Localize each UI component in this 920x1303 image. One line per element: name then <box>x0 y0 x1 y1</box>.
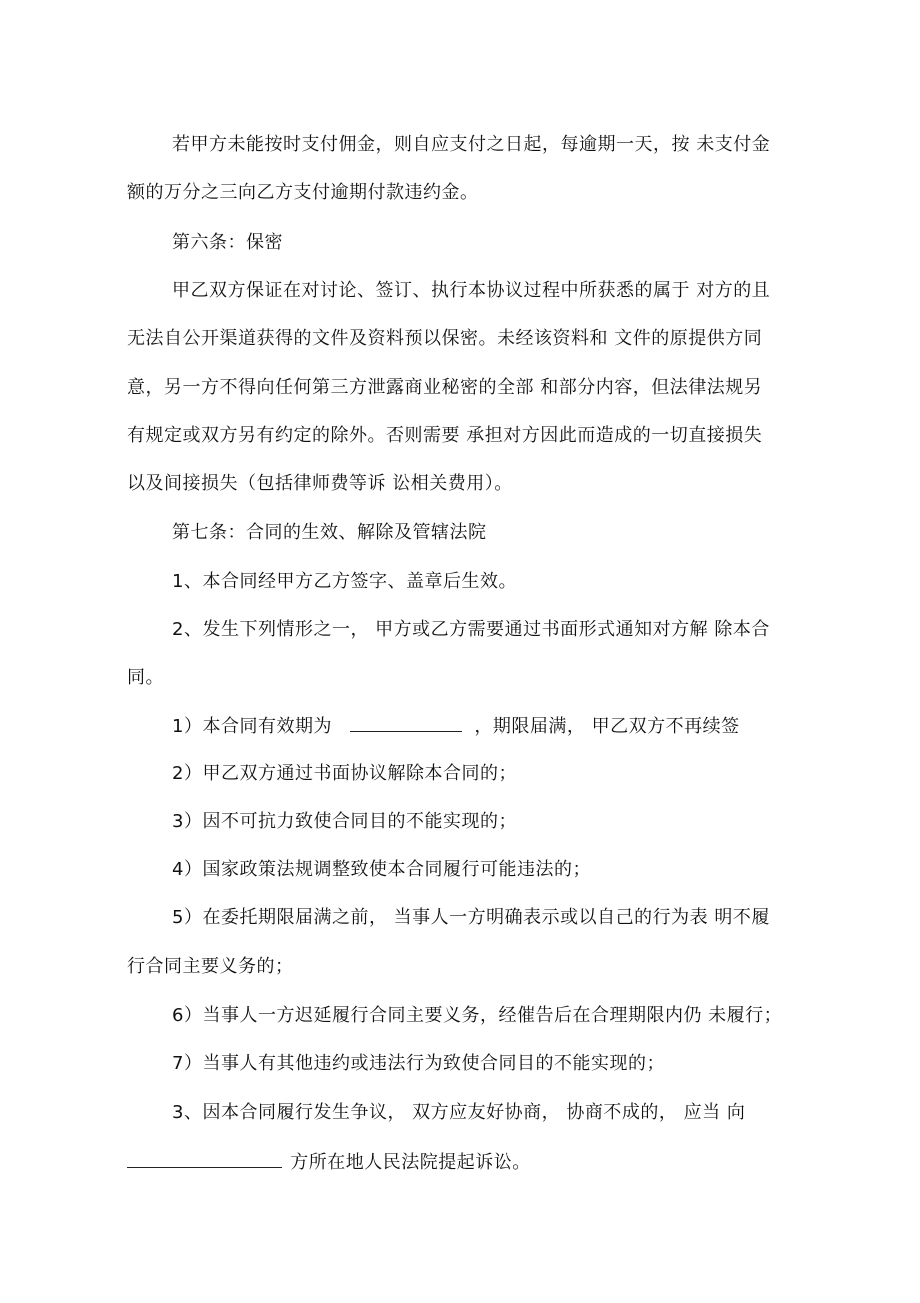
clause-2-line-2: 同。 <box>127 667 164 688</box>
sub-clause-1 <box>172 714 740 739</box>
clause-3-line-2-text: 方所在地人民法院提起诉讼。 <box>290 1152 531 1173</box>
sub-clause-3: 3）因不可抗力致使合同目的不能实现的； <box>172 811 517 832</box>
paragraph-confidentiality-line-3: 意，另一方不得向任何第三方泄露商业秘密的全部 和部分内容，但法律法规另 <box>127 377 763 398</box>
paragraph-confidentiality-line-4: 有规定或双方另有约定的除外。否则需要 承担对方因此而造成的一切直接损失 <box>127 425 763 446</box>
sub-clause-2: 2）甲乙双方通过书面协议解除本合同的； <box>172 763 517 784</box>
article-7-heading: 第七条：合同的生效、解除及管辖法院 <box>172 522 487 543</box>
sub-clause-4: 4）国家政策法规调整致使本合同履行可能违法的； <box>172 859 591 880</box>
jurisdiction-party-blank <box>127 1150 282 1168</box>
sub-clause-1-text-b: ，期限届满， 甲乙双方不再续签 <box>474 716 740 737</box>
clause-1: 1、本合同经甲方乙方签字、盖章后生效。 <box>172 571 517 592</box>
paragraph-confidentiality-line-1: 甲乙双方保证在对讨论、签订、执行本协议过程中所获悉的属于 对方的且 <box>172 280 771 301</box>
clause-2-line-1: 2、发生下列情形之一， 甲方或乙方需要通过书面形式通知对方解 除本合 <box>172 619 770 640</box>
clause-3-line-2 <box>127 1150 531 1175</box>
article-6-heading: 第六条：保密 <box>172 232 283 253</box>
sub-clause-6: 6）当事人一方迟延履行合同主要义务，经催告后在合理期限内仍 未履行； <box>172 1005 783 1026</box>
clause-3-line-1: 3、因本合同履行发生争议， 双方应友好协商， 协商不成的， 应当 向 <box>172 1102 746 1123</box>
sub-clause-1-text-a: 1）本合同有效期为 <box>172 716 332 737</box>
paragraph-confidentiality-line-5: 以及间接损失（包括律师费等诉 讼相关费用）。 <box>127 473 513 494</box>
sub-clause-5-line-1: 5）在委托期限届满之前， 当事人一方明确表示或以自己的行为表 明不履 <box>172 907 770 928</box>
paragraph-confidentiality-line-2: 无法自公开渠道获得的文件及资料预以保密。未经该资料和 文件的原提供方同 <box>127 328 763 349</box>
paragraph-late-payment-line-1: 若甲方未能按时支付佣金，则自应支付之日起，每逾期一天，按 未支付金 <box>172 134 771 155</box>
sub-clause-7: 7）当事人有其他违约或违法行为致使合同目的不能实现的； <box>172 1053 665 1074</box>
validity-period-blank <box>350 714 462 732</box>
paragraph-late-payment-line-2: 额的万分之三向乙方支付逾期付款违约金。 <box>127 182 479 203</box>
sub-clause-5-line-2: 行合同主要义务的； <box>127 956 294 977</box>
